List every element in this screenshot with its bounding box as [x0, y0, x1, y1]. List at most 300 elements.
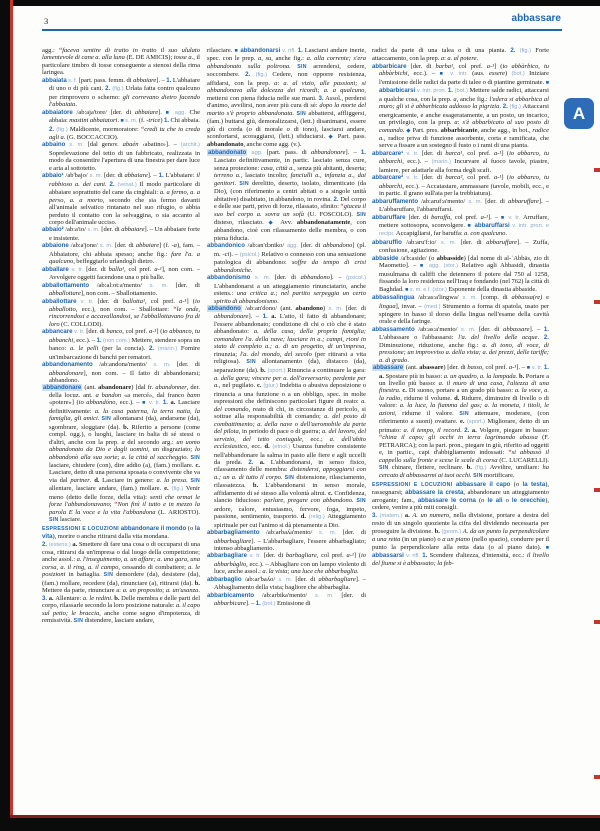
body-text: ] (pl. m.: [214, 242, 366, 258]
sense-number: 2.: [42, 540, 48, 548]
bold-text: d.: [300, 513, 309, 521]
example-text: abbaruffare: [508, 197, 539, 205]
body-text: /ab:aja'tore/ [der. di: [72, 108, 135, 116]
body-text: , col pref.: [123, 265, 155, 273]
body-text: [der. di: [295, 575, 319, 583]
section-marker: ■: [234, 48, 239, 54]
body-text: Accapigliarsi, far baruffa:: [395, 230, 465, 238]
body-text: ;: [162, 587, 166, 595]
bold-text: d.: [94, 476, 103, 484]
headword: abbaino: [42, 141, 66, 149]
quote-mark: “: [340, 203, 344, 211]
body-text: .: [460, 426, 465, 434]
body-text: allentare, lasciare andare, (fam.) mollare.: [49, 485, 165, 493]
entry-abbaside: [372, 255, 549, 294]
body-text: di tono), lasciarsi andare, sconfortarsi, scoraggiarsi, (lett.) sfiduciarsi.: [207, 125, 366, 140]
grammar-tag: s. m.: [153, 362, 177, 369]
example-text: dopo la morte del marito s'è proprio abbandonata.: [207, 102, 366, 117]
body-text: , col pref.: [462, 174, 495, 182]
example-text: a. le posizioni: [42, 563, 200, 579]
bold-text: a.: [271, 313, 280, 321]
body-text: ] (: [353, 552, 361, 560]
example-text: a-¹: [494, 149, 502, 157]
body-text: rilasciare.: [207, 47, 235, 54]
example-text: abbandonare: [49, 369, 84, 377]
grammar-tag: (geom.): [441, 528, 463, 535]
body-text: , il particolare timbro di tosse conseguente a stenosi della rima laringea.: [42, 54, 200, 77]
body-text: , col pref.: [462, 149, 495, 157]
body-text: Part. pres.: [410, 126, 441, 134]
body-text: demordere (da), desistere (da), (fam.) mollare, recedere (da), rinunciare (a), ritirarsi (da).: [42, 571, 200, 587]
body-text: L'abbandonarsi in senso morale, affidamento di sé stesso alla volontà altrui.: [214, 482, 366, 497]
body-text: Scendere d'altezza, d'intensità, ecc.:: [427, 552, 527, 559]
section-marker: ◆: [406, 127, 411, 134]
bold-text: abandonare: [98, 384, 132, 392]
synonym-label: SIN: [284, 474, 295, 481]
entry-abballottare: [42, 298, 200, 329]
example-text: china il capo; gli occhi in terra lagrimando abassa: [382, 434, 543, 442]
entry-abballare: [42, 266, 200, 282]
body-text: (o: [510, 480, 523, 488]
headword: abbassare la cresta: [405, 489, 464, 497]
example-text: abbarbagliare: [214, 537, 252, 545]
expressions-label: ESPRESSIONI E LOCUZIONI: [372, 481, 456, 488]
scan-edge-left: [0, 0, 10, 831]
body-text: Spostare più in basso:: [385, 372, 444, 380]
body-text: Esponente della dinastia abbaside.: [448, 285, 537, 293]
bold-text: abbasside: [436, 254, 464, 262]
grammar-tag: (fig.): [54, 126, 70, 133]
example-text: abaén: [122, 141, 139, 149]
body-text: [der. di: [97, 297, 123, 305]
body-text: [der. di: [485, 197, 509, 205]
bold-text: a.: [379, 372, 386, 380]
example-text: sentì che ormai le forze l'abbandonavano: [49, 493, 200, 509]
sense-number: 2.: [510, 47, 516, 54]
body-text: [der. di: [479, 325, 504, 333]
grammar-tag: (fig.): [507, 104, 523, 111]
bold-text: b.: [434, 527, 442, 535]
body-text: Il modo particolare di abbaiare soprattutto del cane da cinghiali:: [49, 180, 200, 197]
grammar-tag: (fig.): [110, 86, 126, 93]
entry-abbassamento: [372, 326, 549, 364]
body-text: , lasciato incolto;: [240, 172, 291, 180]
body-text: ) [dal fr.: [131, 384, 156, 392]
body-text: Urlata fatta contro qualcuno per rimprovero o scherno:: [49, 85, 200, 101]
example-text: barca¹: [445, 149, 463, 157]
body-text: in battaglia.: [68, 571, 104, 579]
bold-text: b.: [260, 366, 268, 374]
headword: abbandonarsi: [238, 47, 281, 54]
page-edge-mark: [594, 488, 600, 492]
column-2: [207, 47, 366, 816]
body-text: ]. –: [245, 600, 256, 608]
body-text: Strumento a forma di spatola, usato per spingere in basso il dorso della lingua nell'esame della cavità orale e della faringe.: [379, 302, 549, 326]
body-text: Arruffare, mettere sottosopra, sconvolgere.: [379, 213, 549, 229]
body-text: Rinuncia a continuare la gara:: [287, 366, 366, 374]
grammar-tag: (sport.): [467, 419, 488, 426]
example-text: a: [257, 55, 262, 63]
sense-number: 1.: [158, 172, 164, 180]
example-text: a. la luce, la fiamma del gas; a. la moneta, i titoli, le azioni: [379, 402, 549, 417]
body-text: ,: [538, 174, 544, 182]
body-text: (L. ARIOSTO).: [158, 508, 200, 516]
bold-text: abassare: [419, 364, 444, 372]
example-text: abbandonare: [311, 148, 346, 156]
expressions-label: ESPRESSIONI E LOCUZIONI: [42, 525, 121, 532]
body-text: /ab:an'dono/ (ant.: [241, 304, 296, 312]
body-text: , ecc.). –: [73, 336, 97, 344]
body-text: , anche come segno d'impotenza, di remissività.: [42, 609, 200, 625]
body-text: /ab:aruf:a'mento/: [418, 197, 469, 205]
example-text: gli correvano dietro facendo l'abbaiata: [49, 93, 200, 109]
section-marker: ■: [142, 400, 147, 407]
body-text: (aus.: [472, 70, 489, 78]
example-text: abballottare: [49, 290, 81, 298]
grammar-tag: (fig.): [171, 486, 186, 493]
example-text: a. le redini: [82, 594, 112, 602]
body-text: [der. di: [341, 591, 366, 599]
bold-text: abbandonatamente: [296, 218, 351, 226]
sense-number: 1.: [360, 148, 366, 156]
page-number: 3: [44, 16, 49, 26]
bold-text: e.: [164, 485, 172, 493]
body-text: ,: [538, 62, 544, 70]
body-text: , mettersi con piena fiducia nelle sue mani.: [207, 87, 366, 102]
body-text: (ant.: [82, 384, 99, 392]
headword: abbaio¹: [42, 172, 64, 180]
body-text: ;: [117, 453, 122, 461]
grammar-tag: s. f.: [66, 77, 79, 84]
body-text: ), morire o anche ritirarsi dalla vita mondana.: [52, 533, 169, 541]
body-text: Assol., perdersi d'animo, avvilirsi, non aver più cura di sé:: [207, 94, 366, 110]
example-text: essere: [488, 70, 505, 78]
entry-abbarcare-2: [372, 174, 549, 197]
sense-number: 1.: [163, 117, 170, 125]
example-text: a. di tono, di voce, di pressione; un improvviso a. della vista; a. dei prezzi, delle tariffe; a. di grado: [379, 341, 549, 364]
example-text: -trice: [146, 117, 161, 125]
grammar-tag: s. m.: [315, 592, 342, 599]
example-text: a. della casa, della propria famiglia; comandare l'a. della nave; lasciare in a.; campi, rioni in stato di completo a.; a. di un progetto, di un'impresa: [214, 328, 366, 351]
example-text: basso: [467, 364, 483, 372]
grammar-tag: (marin.): [154, 346, 181, 353]
body-text: , ecc.). –: [115, 399, 143, 407]
grammar-tag: (fig.): [250, 72, 273, 79]
body-text: L'abbaiare:: [163, 172, 197, 180]
grammar-tag: s. m.: [87, 227, 102, 234]
body-text: Forte attaccamento, con la prep.: [372, 47, 549, 63]
body-text: ,: [261, 55, 266, 63]
headword: la testa: [522, 480, 546, 488]
grammar-tag: (etnol.): [272, 444, 293, 451]
body-text: .: [499, 103, 503, 111]
example-text: a. la casa paterna, la terra natia, la famiglia, gli amici.: [49, 407, 200, 423]
body-text: Mettere, stendere sopra un banco:: [49, 336, 200, 353]
grammar-tag: v. tr.: [76, 298, 98, 305]
section-marker: ■: [439, 71, 446, 78]
example-text: o: [286, 125, 290, 133]
body-text: ], non com. – Il fatto di abbandonarsi; abbandono.: [49, 369, 200, 385]
entry-abbarbicare: [372, 63, 549, 150]
example-text: a-¹: [494, 174, 502, 182]
example-text: io abbàrbico: [502, 62, 539, 70]
body-text: , anche agg., in bot.,: [477, 126, 533, 134]
bold-text: a.: [72, 540, 79, 548]
example-text: a bandon: [95, 391, 122, 399]
body-text: .: [111, 594, 115, 602]
example-text: a-¹: [179, 297, 187, 305]
example-text: a. con qualcuno: [464, 230, 506, 238]
entry-abbandonarsi: [207, 47, 366, 149]
body-text: Emissione di: [276, 600, 311, 608]
synonym-label: SIN: [73, 618, 84, 625]
example-text: tu abbarchi: [379, 149, 549, 166]
header-rule: [42, 29, 562, 31]
example-text: io abbandóno: [78, 399, 116, 407]
body-text: , col pref.: [450, 213, 481, 221]
synonym-label: SIN: [297, 63, 307, 70]
body-text: , col pref.: [482, 364, 509, 372]
section-marker: ■: [500, 214, 506, 221]
entry-abbancare: [42, 328, 200, 361]
grammar-tag: (bot.): [511, 71, 530, 78]
body-text: ). –: [229, 250, 240, 258]
body-text: ]. –: [345, 148, 361, 156]
entry-abbandono: [207, 305, 366, 529]
example-text: a. il capo sul petto; le braccia: [42, 602, 200, 617]
sense-number: 2.: [109, 180, 115, 188]
bold-text: abbarbicante: [440, 126, 478, 134]
body-text: ], non com. – Avvolgere oggetti facendone una o più balle.: [49, 265, 200, 282]
example-text: a. la voce, a. la radio: [379, 387, 549, 402]
body-text: L'abbandonarsi a un atteggiamento rinunciatario, anche estens.:: [214, 282, 366, 298]
bold-text: a.: [48, 594, 56, 602]
body-text: , radice priva di funzione assorbente, corta e ramificata, che serve a fissare a un sostegno il fusto o i rami di una pianta.: [379, 134, 549, 150]
body-text: [der. di: [101, 226, 122, 234]
headword: abbarbaglio: [207, 575, 242, 583]
body-text: [der. di: [176, 361, 200, 369]
entry-abbaio-1: [42, 172, 200, 226]
body-text: del secondo arg.:: [124, 438, 177, 446]
body-text: (per la concia).: [102, 345, 149, 353]
body-text: ] (: [156, 328, 163, 336]
body-text: Delle membra e delle parti del corpo, rilassarle secondo la loro posizione naturale:: [42, 594, 200, 610]
body-text: , col pref.: [316, 552, 347, 560]
example-text: ballotta¹: [122, 297, 145, 305]
body-text: ]. – Un abbaiare forte e insistente.: [49, 226, 200, 242]
body-text: radici da parte di una talea o di una pianta.: [372, 47, 511, 54]
synonym-label: SIN: [239, 180, 249, 187]
body-text: /ab:as:a'mento/: [414, 325, 462, 333]
entry-abbandonare: [42, 384, 200, 524]
example-text: a. alla corrente; s'era abbandonato sulla poltrona.: [207, 55, 366, 70]
body-text: (per ritirarsi a vita religiosa).: [214, 350, 366, 366]
body-text: ‹abatino›]. –: [138, 141, 181, 149]
sense-number: 2.: [464, 426, 472, 434]
example-text: a. della gara; vincere per a. dell'avversario; perdente per a.: [214, 375, 366, 390]
example-text: tu abbanchi: [49, 328, 200, 344]
example-text: a. del posto di combattimento; a. della nave o dell'aeromobile da parte del pilota: [214, 413, 366, 436]
section-marker: ■: [120, 118, 124, 125]
example-text: su: [265, 55, 272, 63]
example-text: faceva sentire di tratto in tratto il suo ululato lamentevole di cane a. alla luna: [42, 47, 200, 62]
example-text: a un piano: [442, 536, 471, 544]
bold-text: b.: [252, 482, 266, 490]
body-text: .: [277, 297, 279, 305]
body-text: Che abbaia:: [49, 108, 200, 125]
body-text: , ridurne il valore.: [394, 409, 460, 417]
synonym-label: SIN: [101, 416, 112, 423]
bold-text: abandono: [295, 304, 323, 312]
grammar-tag: v. tr.: [68, 266, 87, 273]
example-text: a-¹: [154, 265, 162, 273]
example-text: a: [454, 119, 458, 127]
headword-highlighted: abbassare: [373, 364, 404, 372]
example-text: a. il muro di una casa, l'altezza di una finestra: [379, 380, 549, 395]
headword: abbassare il capo: [455, 480, 511, 488]
body-text: , abbandonare un atteggiamento arrogante; fam.,: [372, 489, 549, 504]
column-1: [42, 47, 200, 816]
headword: abbassamento: [372, 325, 415, 333]
example-text: abbaiare: [133, 76, 157, 84]
body-text: , ecc.). –: [407, 70, 440, 78]
example-text: abbarbicare: [214, 600, 246, 608]
example-text: abbaiare: [124, 172, 148, 180]
body-text: L'abbassare o l'abbassarsi:: [379, 334, 459, 342]
body-text: :: [457, 119, 463, 127]
headword: abbandonico: [207, 242, 245, 250]
body-text: Avv.: [275, 218, 297, 226]
body-text: Incurvare al fuoco tavole, piastre, lamiere, per adattarle alla forma degli scafi.: [379, 158, 549, 174]
body-text: .: [75, 101, 77, 109]
bold-text: e.: [459, 418, 468, 426]
grammar-tag: s. m.: [440, 239, 461, 246]
body-text: Diminuzione, riduzione, anche fig.:: [379, 341, 483, 349]
body-text: Relativo agli Abbasidi, dinastia musulmana di califfi che detennero il potere dal 750 al 1258, fissando la loro residenza nell'Iraq e fondando (nel 762) la città di Baghdad.: [379, 262, 549, 293]
body-text: ]. – Abbagliamento della vista; bagliore che abbarbaglia.: [214, 575, 366, 592]
example-text: fanciulli a., infanzia a., dai genitori.: [214, 172, 366, 187]
example-text: a: [440, 55, 445, 63]
body-text: distensione, rilasciamento, rilassatezza.: [214, 473, 366, 490]
body-text: ] (: [494, 62, 503, 70]
body-text: Lasciare definitivamente:: [49, 399, 200, 415]
body-text: ], non com. – Sballottamento.: [80, 290, 158, 298]
body-text: , ecc.), non com. – Sballottare:: [75, 305, 174, 313]
synonym-label: SIN: [296, 110, 306, 117]
body-text: , secondo che sia fermo davanti all'animale selvatico rintanato nel suo rifugio, o abbia perduto il contatto con la selvaggina, o sia accanto al corpo dell'animale ucciso.: [49, 196, 200, 226]
body-text: , der. della locuz. ant.: [49, 384, 200, 399]
page-edge-mark: [594, 168, 600, 172]
body-text: /ab:a'jone/: [68, 242, 100, 250]
headword: abbaio²: [42, 226, 64, 234]
headword: abbarbicarsi: [379, 87, 416, 95]
section-marker: ■: [545, 79, 549, 86]
body-text: ] (: [501, 149, 510, 157]
grammar-tag: v. intr. pron. e recipr.: [379, 222, 549, 238]
example-text: balla¹: [108, 265, 124, 273]
body-text: Lasciare, detto di una persona sposata o convivente che va via dal: [49, 469, 200, 484]
entry-abbaiata: [42, 77, 200, 109]
grammar-tag: v. intr. pron.: [415, 88, 448, 95]
bold-text: c.: [328, 489, 335, 497]
body-text: disteso, rilasciato.: [214, 218, 269, 226]
sense-number: 1.: [96, 336, 102, 344]
entry-abbarbagliamento: [207, 529, 366, 552]
body-text: [part. pass. femm. di: [78, 76, 134, 84]
grammar-tag: agg.: [171, 109, 190, 116]
page-edge-mark: [594, 775, 600, 779]
body-text: ]. –: [156, 76, 167, 84]
sense-number: 1.: [543, 325, 549, 333]
headword: le orecchie: [511, 496, 546, 504]
synonym-label: SIN: [356, 498, 366, 505]
body-text: , nel pugilato.: [218, 382, 258, 390]
body-text: , rinunzia;: [214, 343, 366, 358]
grammar-tag: (psicol.): [346, 275, 366, 282]
body-text: (C. LUCARELLI).: [499, 456, 549, 464]
sense-number: 2.: [543, 334, 549, 342]
headword-highlighted: abbandonare: [43, 384, 82, 392]
body-text: ], invar. –: [395, 302, 425, 310]
body-text: agg.:: [42, 47, 59, 54]
body-text: [der. di: [345, 304, 366, 312]
body-text: Mettere salde radici, attaccarsi a qualche cosa, con la prep.: [379, 87, 549, 103]
body-text: .: [89, 476, 95, 484]
grammar-tag: (relig.): [308, 514, 328, 521]
headword: abbaiatore: [42, 108, 73, 116]
body-text: (in un piano) o: [402, 536, 443, 544]
grammar-tag: s. m.: [468, 198, 486, 205]
body-text: derelitto, deserto, isolato, dimenticato (da Dio), (con riferimento a centri abitati o a singole unità abitative) disabitato, in abbandono, in rovina.: [214, 179, 366, 203]
grammar-tag: v. tr.: [530, 365, 544, 372]
body-text: Atteggiamento spirituale per cui l'animo si dà pienamente a Dio.: [214, 513, 366, 529]
example-text: il livello del fiume si è abbassato; la feb-: [372, 552, 549, 568]
example-text: io abbarco: [509, 149, 539, 157]
example-text: abbaiare: [134, 108, 159, 116]
example-text: una critica a.; nel partito serpeggia un certo spirito di abbandonismo: [214, 290, 366, 305]
example-text: banco: [106, 328, 123, 336]
body-text: , con abbandono, cioè con rilassamento delle membra, o con piena fiducia.: [214, 218, 366, 242]
example-text: casa, città a.: [260, 164, 294, 172]
body-text: , anche come agg. (v.).: [243, 141, 302, 149]
grammar-tag: s. m.: [99, 243, 115, 250]
body-text: Fornire un'imbarcazione di banchi per rematori.: [49, 345, 200, 361]
grammar-tag: (psicol.): [239, 251, 262, 258]
body-text: ), cedere, venire a più miti consigli.: [372, 496, 549, 512]
grammar-tag: (bot.): [452, 88, 470, 95]
headword: abbassare le corna: [417, 496, 476, 504]
entry-abbandonico: [207, 242, 366, 274]
body-text: ): [322, 304, 329, 312]
bold-text: c.: [402, 387, 409, 395]
grammar-tag: s. m. e f. (stor.): [408, 286, 449, 293]
headword: abbaruffamento: [372, 197, 419, 205]
example-text: a. al vizio, alle passioni; si abbandonava alla dolcezza dei ricordi; a. a qualcuno: [207, 79, 366, 95]
body-text: Soprelevazione del tetto di un fabbricato, realizzata in modo da consentire l'apertura di una finestra per dare luce e aria al sottotetto.: [49, 149, 200, 172]
body-text: attenuare, moderare, (con riferimento a suoni) ovattare.: [379, 409, 549, 426]
example-text: io abbarbàglio: [214, 552, 366, 568]
example-text: distendersi, appoggiarsi con a.; un a. di tutto il corpo.: [214, 466, 366, 481]
body-text: Attaccarsi energicamente, e anche esageratamente, a un posto, un incarico, un privilegio, con la prep.: [379, 103, 549, 127]
example-text: l'a. del livello delle acque: [458, 334, 538, 342]
body-text: Volgere, piegare in basso:: [479, 426, 549, 434]
grammar-tag: v. rifl.: [403, 553, 423, 559]
example-text: lingua: [379, 302, 396, 310]
body-text: Cedere, non opporre resistenza, affidarsi, con la prep.: [207, 71, 366, 87]
headword: abbarbagliare: [207, 552, 247, 560]
body-text: /ab:as:a'lingwa/: [414, 294, 463, 302]
grammar-tag: v. tr.: [146, 400, 163, 407]
